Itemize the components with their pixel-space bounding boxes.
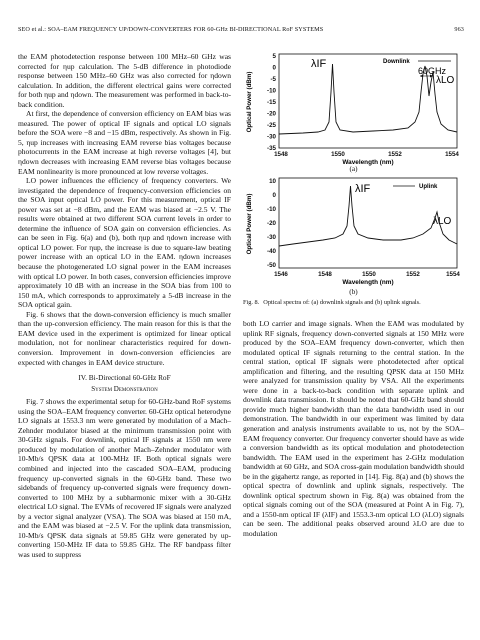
- ytick-label: -50: [267, 262, 276, 269]
- page-number: 963: [454, 26, 464, 33]
- xtick-label: 1552: [406, 271, 420, 278]
- ytick-label: 10: [269, 178, 276, 185]
- section-subheading: System Demonstration: [91, 384, 158, 393]
- ytick-label: -30: [267, 234, 276, 241]
- xtick-label: 1546: [274, 271, 288, 278]
- caption-text: Optical spectra of: (a) downlink signals and (b) uplink signals.: [263, 299, 421, 306]
- xtick-label: 1552: [388, 151, 402, 158]
- panel-label-a: (a): [349, 165, 358, 173]
- paragraph: LO power influences the efficiency of frequency converters. We investigated the dependence of frequency-conversion efficiencies on the SOA input optical LO power. For this measurement, optical IF power was set at −8 dBm, and the EAM was biased at −2.5 V. The results were obtained at two different SOA current levels in order to determine the influence of SOA gain on conversion efficiencies. As can be seen in Fig. 6(a) and (b), both ηup and ηdown increase with optical LO power. For ηup, the increase is due to square-law beating power increase with an optical LO in the EAM. ηdown increases because the photogenerated LO signal power in the EAM increases with optical LO power. In both cases, conversion efficiencies improve approximately 10 dB with an increase in the SOA bias from 100 to 150 mA, which corresponds to approximately a 5-dB increase in the SOA optical gain.: [18, 176, 231, 310]
- xtick-label: 1550: [362, 271, 376, 278]
- paragraph: both LO carrier and image signals. When the EAM was modulated by uplink RF signals, frequency down-converted signals at 150 MHz were produced by the SOA–EAM frequency down-converter, which then modulated optical IF signals returning to the central station. In the central station, optical IF signals were photodetected after optical amplification and filtering, and the resulting QPSK data at 150 MHz were analyzed for transmission quality by VSA. All the experiments were done in a back-to-back condition with separate uplink and downlink data transmission. It should be noted that 60-GHz band should provide much higher bandwidth than the data bandwidth used in our demonstration. The bandwidth in our experiment was limited by data generation and analysis instruments available to us, not by the SOA–EAM frequency converter. Our frequency converter should have as wide a conversion bandwidth as its optical modulation and photodetection bandwidth. The EAM used in the experiment has 2-GHz modulation bandwidth at 60 GHz, and SOA cross-gain modulation bandwidth should be in the gigahertz range, as reported in [14]. Fig. 8(a) and (b) shows the optical spectra of downlink and uplink signals, respectively. The downlink optical spectrum shown in Fig. 8(a) was obtained from the optical signals coming out of the SOA (measured at Point A in Fig. 7), and a 1550-nm optical IF (λIF) and 1553.3-nm optical LO (λLO) signals can be seen. The additional peaks observed around λLO are due to modulation: [243, 319, 464, 539]
- ytick-label: -25: [267, 122, 276, 129]
- ytick-label: -15: [267, 99, 276, 106]
- ytick-label: -40: [267, 248, 276, 255]
- annotation-lambda-lo: λLO: [433, 216, 452, 227]
- y-axis-label: Optical Power (dBm): [246, 71, 253, 133]
- y-axis-label: Optical Power (dBm): [246, 193, 253, 255]
- annotation-lambda-if: λIF: [355, 183, 371, 195]
- section-heading: IV. Bi-Directional 60-GHz RoF: [78, 373, 171, 383]
- caption-label: Fig. 8.: [243, 299, 260, 306]
- legend-label: Uplink: [419, 184, 438, 190]
- ytick-label: 0: [272, 64, 276, 72]
- ytick-label: -5: [270, 76, 276, 83]
- ytick-label: -20: [267, 110, 276, 118]
- panel-label-b: (b): [349, 288, 358, 296]
- ytick-label: 5: [272, 53, 276, 60]
- figure-panel-a: [243, 52, 464, 177]
- ytick-label: -20: [267, 220, 276, 227]
- ytick-label: -10: [267, 206, 276, 213]
- xtick-label: 1554: [446, 271, 460, 278]
- xtick-label: 1548: [318, 271, 332, 278]
- ytick-label: -35: [267, 145, 276, 152]
- paragraph: At first, the dependence of conversion efficiency on EAM bias was measured. The power of optical IF signals and optical LO signals before the SOA were −8 and −15 dBm, respectively. As shown in Fig. 5, ηup increases with increasing EAM reverse bias voltages because photocurrents in the EAM increase at high reverse voltages [4], but ηdown decreases with increasing EAM reverse bias voltages because EAM nonlinearity is more pronounced at low reverse voltages.: [18, 109, 231, 176]
- figure-8: [243, 52, 464, 300]
- xtick-label: 1550: [331, 151, 345, 158]
- ytick-label: -30: [267, 133, 276, 141]
- spectrum-plot-b: [243, 176, 464, 296]
- running-title: SEO et al.: SOA–EAM FREQUENCY UP/DOWN-CONVERTERS FOR 60-GHz BI-DIRECTIONAL RoF SYSTEMS: [18, 26, 324, 33]
- x-axis-label: Wavelength (nm): [342, 279, 394, 286]
- annotation-lambda-lo: λLO: [436, 75, 455, 86]
- figure-panel-b: [243, 176, 464, 296]
- left-column: [18, 52, 231, 559]
- legend-label: Downlink: [383, 59, 410, 65]
- paragraph: Fig. 7 shows the experimental setup for 60-GHz-band RoF systems using the SOA–EAM frequency converter. 60-GHz optical heterodyne LO signals at 1553.3 nm were generated by modulation of a Mach–Zehnder modulator biased at the minimum transmission point with 30-GHz signals. For downlink, optical IF signals at 1550 nm were produced by modulation of another Mach–Zehnder modulator with 10-Mb/s QPSK data at 100-MHz IF. Both optical signals were combined and injected into the cascaded SOA–EAM, producing frequency up-converted signals in the 60-GHz band. These two sidebands of frequency up-converted signals were frequency down-converted to 100 MHz by a subharmonic mixer with a 30-GHz electrical LO signal. The EVMs of recovered IF signals were analyzed by a vector signal analyzer (VSA). The SOA was biased at 150 mA, and the EAM was biased at −2.5 V. For the uplink data transmission, 10-Mb/s QPSK data signals at 59.85 GHz were generated by up-converting 150-MHz IF data to 59.85 GHz. The RF bandpass filter was used to suppress: [18, 397, 231, 559]
- paragraph: Fig. 6 shows that the down-conversion efficiency is much smaller than the up-conversion efficiency. The main reason for this is that the EAM device used in the experiment is optimized for linear optical modulation, not for nonlinear characteristics required for down-conversion. Improvement in down-conversion efficiencies are expected with changes in EAM device structure.: [18, 309, 231, 367]
- spectrum-plot-a: [243, 52, 464, 177]
- annotation-60ghz: 60GHz: [418, 66, 447, 76]
- paragraph: the EAM photodetection response between 100 MHz–60 GHz was corrected for ηup calculation. The 5-dB difference in photodiode response between 150 MHz–60 GHz was also corrected for ηdown calculation. In addition, the different electrical gains were corrected for both ηup and ηdown. The measurement was performed in back-to-back condition.: [18, 52, 231, 109]
- spectrum-trace: [279, 186, 457, 246]
- x-axis-label: Wavelength (nm): [342, 159, 394, 166]
- running-header: [18, 26, 464, 38]
- ytick-label: 0: [272, 192, 276, 199]
- ytick-label: -10: [267, 87, 276, 95]
- xtick-label: 1554: [445, 151, 459, 158]
- figure-caption: [243, 299, 464, 307]
- xtick-label: 1548: [274, 151, 288, 158]
- right-column-text: [243, 319, 464, 539]
- annotation-lambda-if: λIF: [311, 58, 327, 70]
